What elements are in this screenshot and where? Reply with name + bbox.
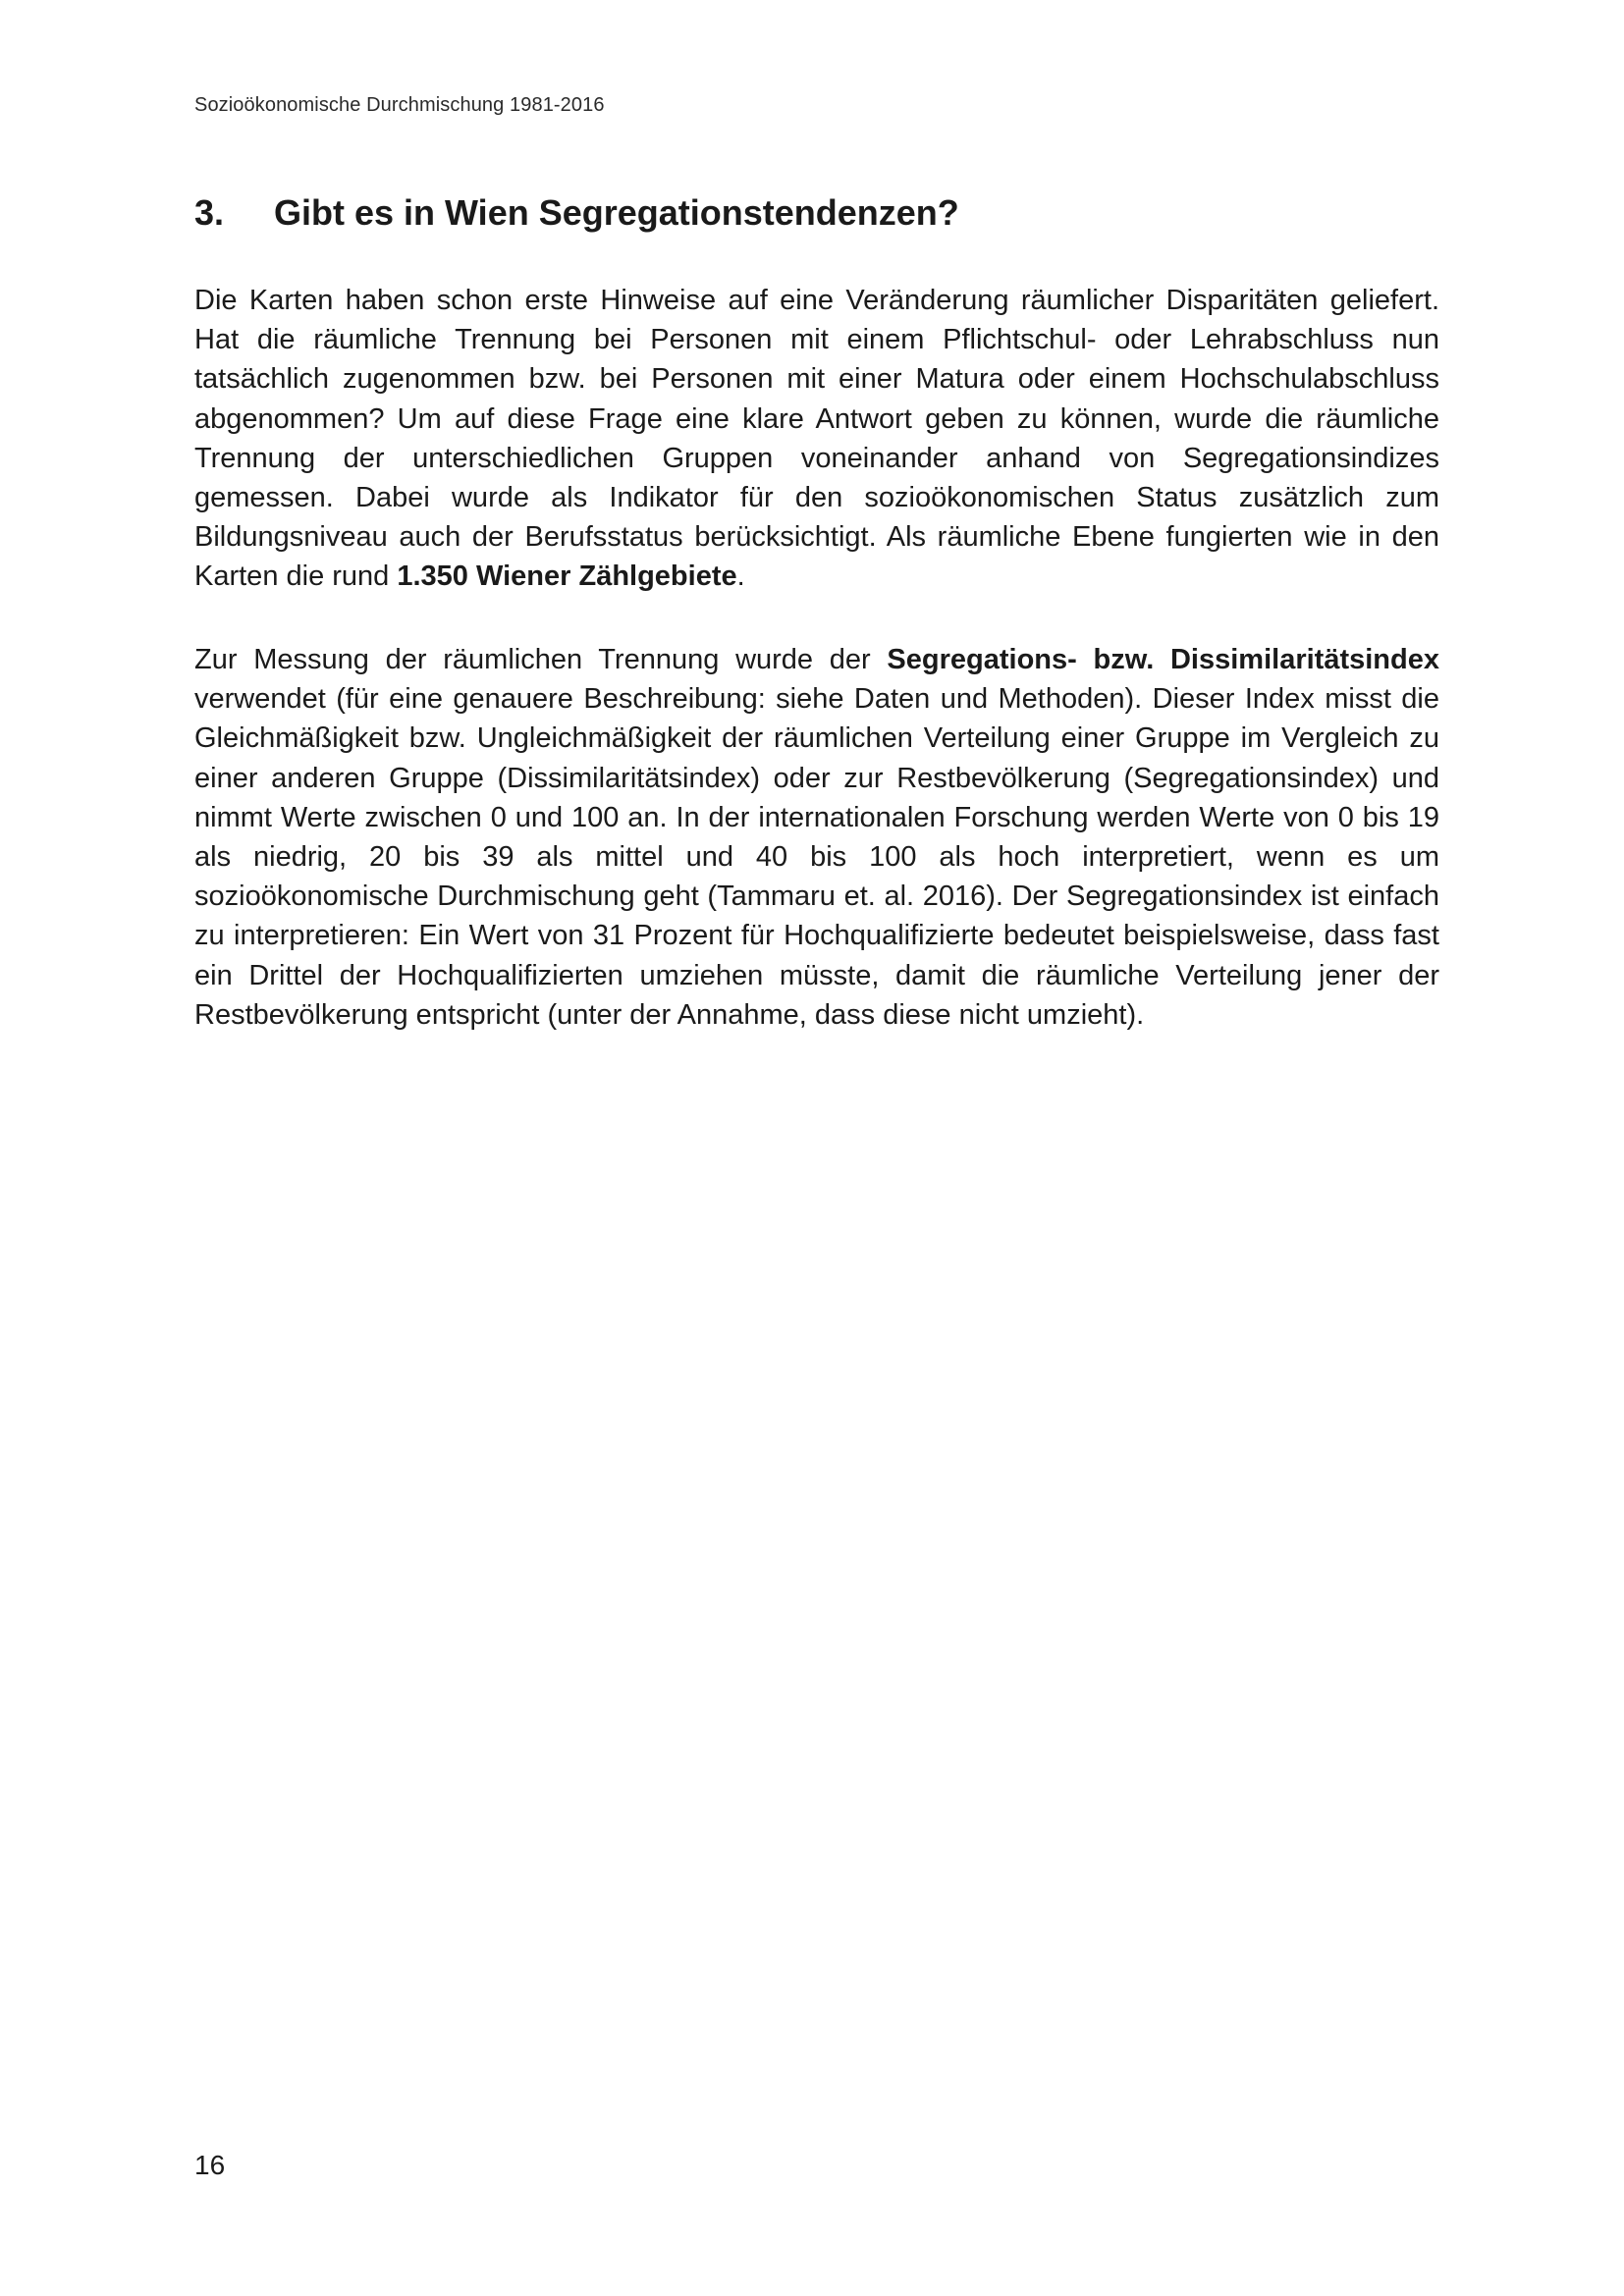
paragraph-2-text: Zur Messung der räumlichen Trennung wurde der <box>194 644 888 675</box>
section-title: Gibt es in Wien Segregationstendenzen? <box>274 192 959 233</box>
paragraph-1 <box>194 281 1439 597</box>
section-number: 3. <box>194 192 225 233</box>
running-header: Sozioökonomische Durchmischung 1981-2016 <box>194 94 605 116</box>
section-heading <box>194 192 959 234</box>
paragraph-1-text: Die Karten haben schon erste Hinweise auf eine Veränderung räumlicher Disparitäten geliefert. Hat die räumliche Trennung bei Personen mit einem Pflichtschul- oder Lehrabschluss nun tatsächlich zugenommen bzw. bei Personen mit einer Matura oder einem Hochschulabschluss abgenommen? Um auf diese Frage eine klare Antwort geben zu können, wurde die räumliche Trennung der unterschiedlichen Gruppen voneinander anhand von Segregationsindizes gemessen. Dabei wurde als Indikator für den sozioökonomischen Status zusätzlich zum Bildungsniveau auch der Berufsstatus berücksichtigt. Als räumliche Ebene fungierten wie in den Karten die rund <box>194 285 1439 593</box>
paragraph-2 <box>194 640 1439 1035</box>
paragraph-2-bold: Segregations- bzw. Dissimilaritätsindex <box>887 644 1439 675</box>
paragraph-2-text-end: verwendet (für eine genauere Beschreibung: siehe Daten und Methoden). Dieser Index misst die Gleichmäßigkeit bzw. Ungleichmäßigkeit der räumlichen Verteilung einer Gruppe im Vergleich zu einer anderen Gruppe (Dissimilaritätsindex) oder zur Restbevölkerung (Segregationsindex) und nimmt Werte zwischen 0 und 100 an. In der internationalen Forschung werden Werte von 0 bis 19 als niedrig, 20 bis 39 als mittel und 40 bis 100 als hoch interpretiert, wenn es um sozioökonomische Durchmischung geht (Tammaru et. al. 2016). Der Segregationsindex ist einfach zu interpretieren: Ein Wert von 31 Prozent für Hochqualifizierte bedeutet beispielsweise, dass fast ein Drittel der Hochqualifizierten umziehen müsste, damit die räumliche Verteilung jener der Restbevölkerung entspricht (unter der Annahme, dass diese nicht umzieht). <box>194 683 1439 1031</box>
paragraph-1-text-end: . <box>736 561 745 593</box>
paragraph-1-bold: 1.350 Wiener Zählgebiete <box>397 561 737 593</box>
page-number: 16 <box>194 2150 226 2180</box>
